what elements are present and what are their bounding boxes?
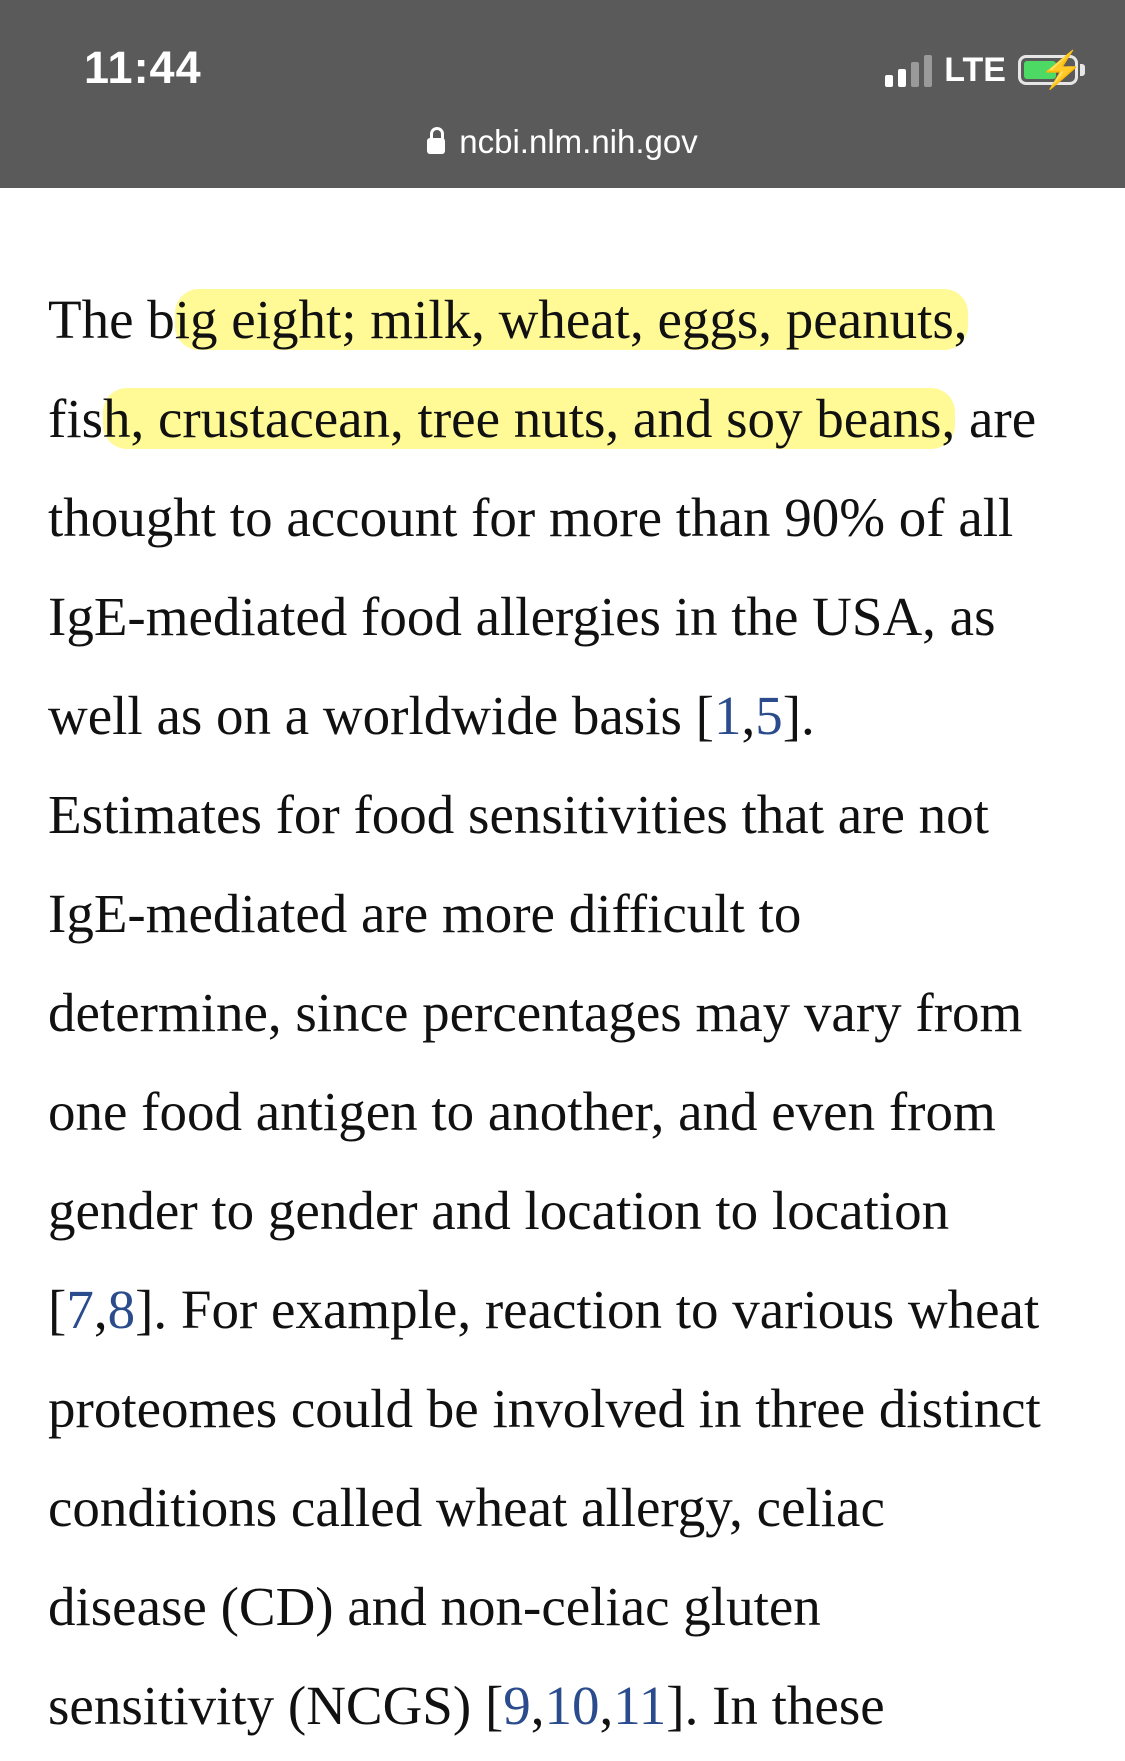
text-line: one food antigen to another, and even from bbox=[48, 1081, 996, 1142]
browser-top-bar bbox=[0, 0, 1125, 188]
text-line: IgE-mediated are more difficult to bbox=[48, 883, 802, 944]
text-line: gender to gender and location to location bbox=[48, 1180, 950, 1241]
text-line: fish, crustacean, tree nuts, and soy beans, are bbox=[48, 388, 1037, 449]
highlighted-text: ig eight; milk, wheat, eggs, peanuts, bbox=[174, 289, 968, 350]
citation-link[interactable]: 8 bbox=[107, 1279, 136, 1340]
network-type: LTE bbox=[944, 50, 1006, 89]
text-line: Estimates for food sensitivities that are not bbox=[48, 784, 989, 845]
text-line: disease (CD) and non-celiac gluten bbox=[48, 1576, 821, 1637]
text-line: IgE-mediated food allergies in the USA, as bbox=[48, 586, 996, 647]
battery-charging-icon: ⚡ bbox=[1018, 55, 1078, 85]
citation-link[interactable]: 7 bbox=[66, 1279, 94, 1340]
cellular-signal-icon bbox=[885, 53, 932, 87]
url-text: ncbi.nlm.nih.gov bbox=[459, 123, 698, 160]
text-line: proteomes could be involved in three distinct bbox=[48, 1378, 1041, 1439]
text-line: [7,8]. For example, reaction to various wheat bbox=[48, 1279, 1040, 1340]
citation-link[interactable]: 1 bbox=[713, 685, 742, 746]
citation-link[interactable]: 10 bbox=[544, 1675, 600, 1736]
status-time: 11:44 bbox=[84, 42, 202, 93]
citation-link[interactable]: 11 bbox=[613, 1675, 667, 1736]
status-indicators bbox=[885, 48, 1085, 92]
text-line: conditions called wheat allergy, celiac bbox=[48, 1477, 885, 1538]
address-bar[interactable] bbox=[0, 122, 1125, 162]
citation-link[interactable]: 5 bbox=[755, 685, 783, 746]
text-line: The big eight; milk, wheat, eggs, peanuts, bbox=[48, 289, 968, 350]
text-line: sensitivity (NCGS) [9,10,11]. In these bbox=[48, 1675, 885, 1736]
text-line: well as on a worldwide basis [1,5]. bbox=[48, 685, 815, 746]
text-line: determine, since percentages may vary from bbox=[48, 982, 1023, 1043]
citation-link[interactable]: 9 bbox=[503, 1675, 531, 1736]
text-line: thought to account for more than 90% of all bbox=[48, 487, 1014, 548]
highlighted-text: h, crustacean, tree nuts, and soy beans, bbox=[103, 388, 956, 449]
lock-icon bbox=[427, 138, 445, 154]
